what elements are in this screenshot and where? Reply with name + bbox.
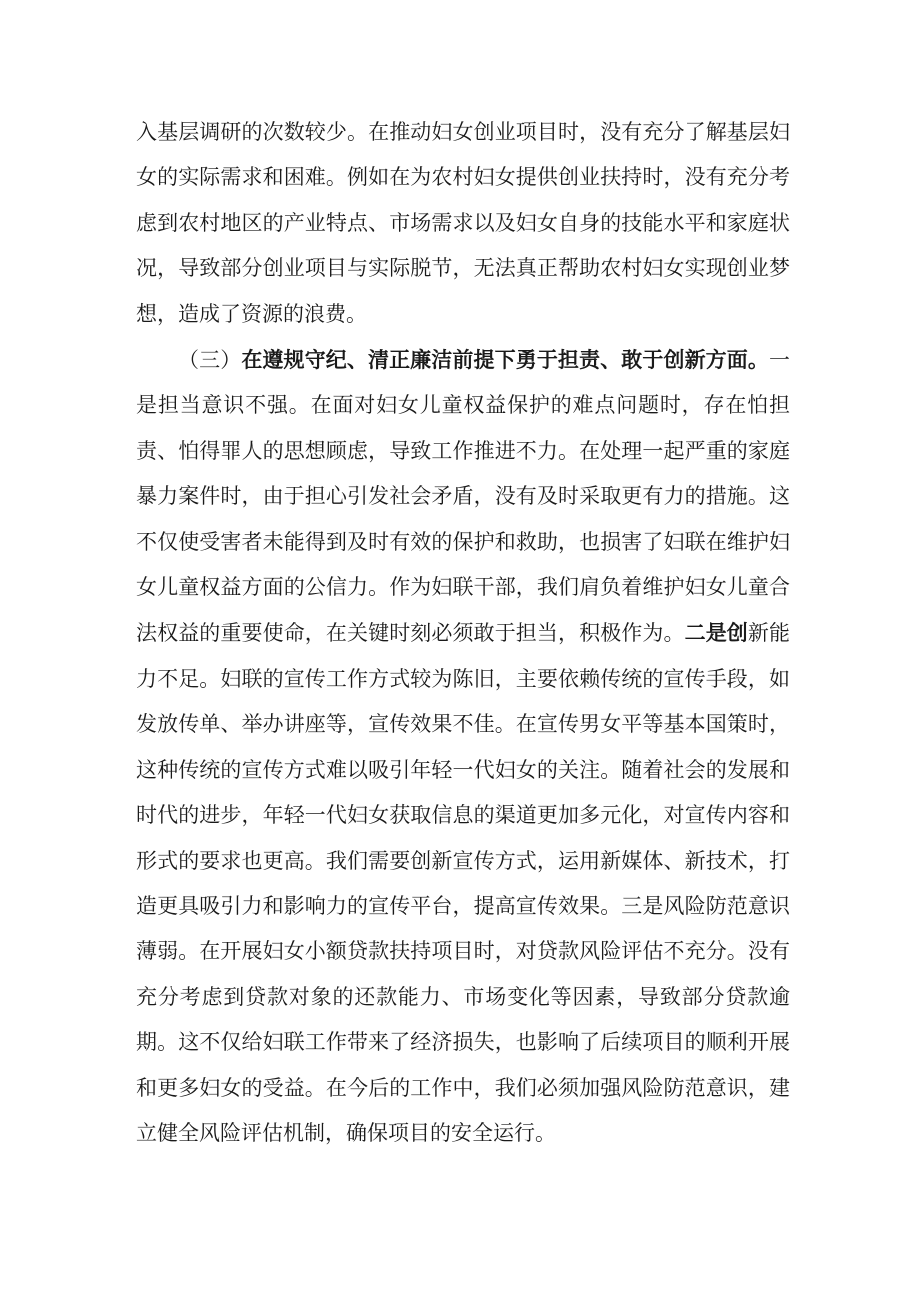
section-3-number: （三） — [178, 348, 242, 373]
section-3-heading: 在遵规守纪、清正廉洁前提下勇于担责、敢于创新方面。 — [241, 347, 770, 373]
section-3-text-2: 新能力不足。妇联的宣传工作方式较为陈旧，主要依赖传统的宣传手段，如发放传单、举办讲座等，宣传效果不佳。在宣传男女平等基本国策时，这种传统的宣传方式难以吸引年轻一代妇女的关注。随着社会的发展和时代的进步，年轻一代妇女获取信息的渠道更加多元化，对宣传内容和形式的要求也更高。我们需要创新宣传方式，运用新媒体、新技术，打造更具吸引力和影响力的宣传平台，提高宣传效果。三是风险防范意识薄弱。在开展妇女小额贷款扶持项目时，对贷款风险评估不充分。没有充分考虑到贷款对象的还款能力、市场变化等因素，导致部分贷款逾期。这不仅给妇联工作带来了经济损失，也影响了后续项目的顺利开展和更多妇女的受益。在今后的工作中，我们必须加强风险防范意识，建立健全风险评估机制，确保项目的安全运行。 — [136, 621, 791, 1145]
section-3-text-1: 一是担当意识不强。在面对妇女儿童权益保护的难点问题时，存在怕担责、怕得罪人的思想顾虑，导致工作推进不力。在处理一起严重的家庭暴力案件时，由于担心引发社会矛盾，没有及时采取更有力的措施。这不仅使受害者未能得到及时有效的保护和救助，也损害了妇联在维护妇女儿童权益方面的公信力。作为妇联干部，我们肩负着维护妇女儿童合法权益的重要使命，在关键时刻必须敢于担当，积极作为。 — [136, 348, 791, 646]
paragraph-1: 入基层调研的次数较少。在推动妇女创业项目时，没有充分了解基层妇女的实际需求和困难。例如在为农村妇女提供创业扶持时，没有充分考虑到农村地区的产业特点、市场需求以及妇女自身的技能水平和家庭状况，导致部分创业项目与实际脱节，无法真正帮助农村妇女实现创业梦想，造成了资源的浪费。 — [136, 120, 790, 326]
document-page — [136, 110, 790, 1156]
section-3-paragraph — [136, 337, 790, 1156]
section-3-bold-lead: 二是创 — [684, 620, 748, 646]
